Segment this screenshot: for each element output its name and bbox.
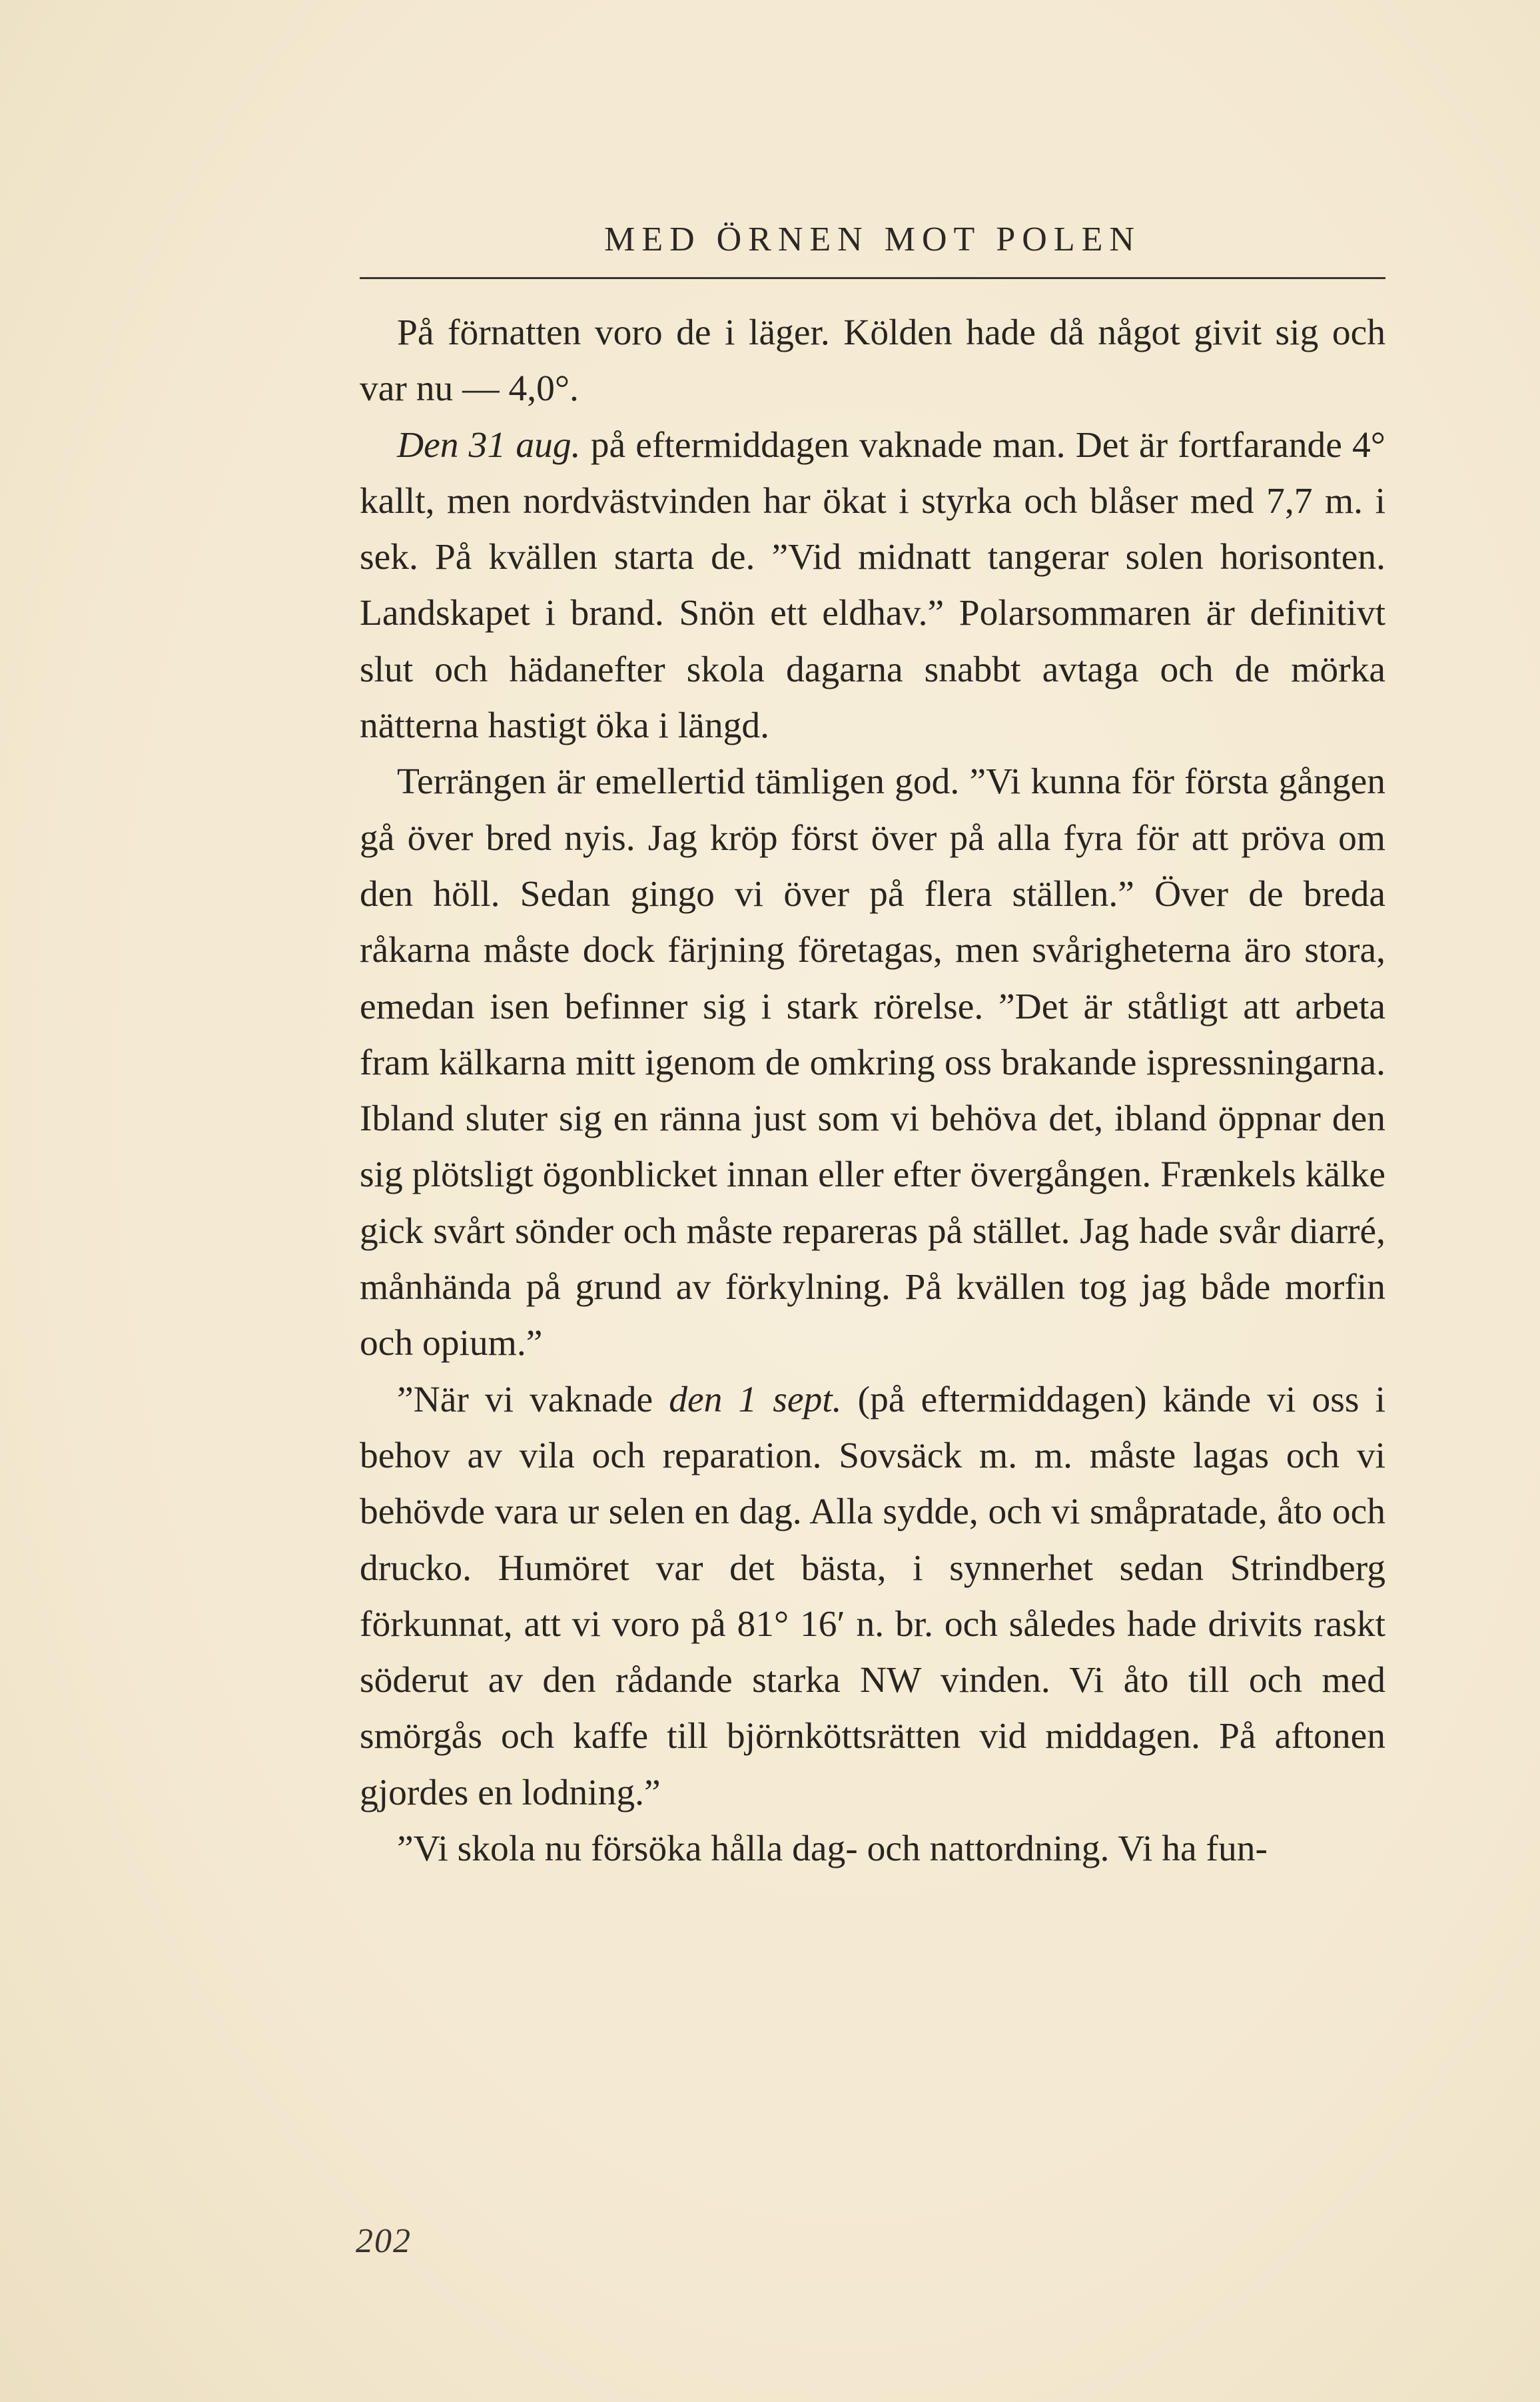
paragraph-4-text: (på eftermiddagen) kände vi oss i behov av vila och reparation. Sovsäck m. m. måste lagas och vi behövde vara ur selen en dag. Alla sydde, och vi småpratade, åto och drucko. Humöret var det bästa, i synnerhet sedan Strindberg förkunnat, att vi voro på 81° 16′ n. br. och således hade drivits raskt söderut av den rådande starka NW vinden. Vi åto till och med smörgås och kaffe till björnköttsrätten vid middagen. På aftonen gjordes en lodning.”	[360, 1379, 1385, 1813]
date-1-sept: den 1 sept.	[669, 1379, 842, 1420]
paragraph-1-text: På förnatten voro de i läger. Kölden hade då något givit sig och var nu — 4,0°.	[360, 312, 1385, 410]
paragraph-3-text: Terrängen är emellertid tämligen god. ”Vi kunna för första gången gå över bred nyis. Jag kröp först över på alla fyra för att pröva om den höll. Sedan gingo vi över på flera ställen.” Över de breda råkarna måste dock färjning företagas, men svårigheterna äro stora, emedan isen befinner sig i stark rörelse. ”Det är ståtligt att arbeta fram kälkarna mitt igenom de omkring oss brakande ispressningarna. Ibland sluter sig en ränna just som vi behöva det, ibland öppnar den sig plötsligt ögonblicket innan eller efter övergången. Frænkels kälke gick svårt sönder och måste repareras på stället. Jag hade svår diarré, månhända på grund av förkylning. På kvällen tog jag både morfin och opium.”	[360, 761, 1385, 1364]
paragraph-4	[360, 1372, 1385, 1821]
paragraph-4-start: ”När vi vaknade	[397, 1379, 669, 1420]
paragraph-1	[360, 305, 1385, 418]
paragraph-2	[360, 418, 1385, 755]
body-text	[360, 305, 1385, 1877]
page-number: 202	[356, 2222, 412, 2260]
paragraph-5-text: ”Vi skola nu försöka hålla dag- och nattordning. Vi ha fun-	[397, 1828, 1268, 1870]
header-rule	[360, 277, 1385, 279]
paragraph-3	[360, 754, 1385, 1372]
paragraph-2-text: på eftermiddagen vaknade man. Det är fortfarande 4° kallt, men nordvästvinden har ökat i styrka och blåser med 7,7 m. i sek. På kvällen starta de. ”Vid midnatt tangerar solen horisonten. Landskapet i brand. Snön ett eldhav.” Polarsommaren är definitivt slut och hädanefter skola dagarna snabbt avtaga och de mörka nätterna hastigt öka i längd.	[360, 424, 1385, 747]
paragraph-5	[360, 1821, 1385, 1877]
date-31-aug: Den 31 aug.	[397, 424, 581, 466]
running-head: MED ÖRNEN MOT POLEN	[604, 220, 1141, 258]
